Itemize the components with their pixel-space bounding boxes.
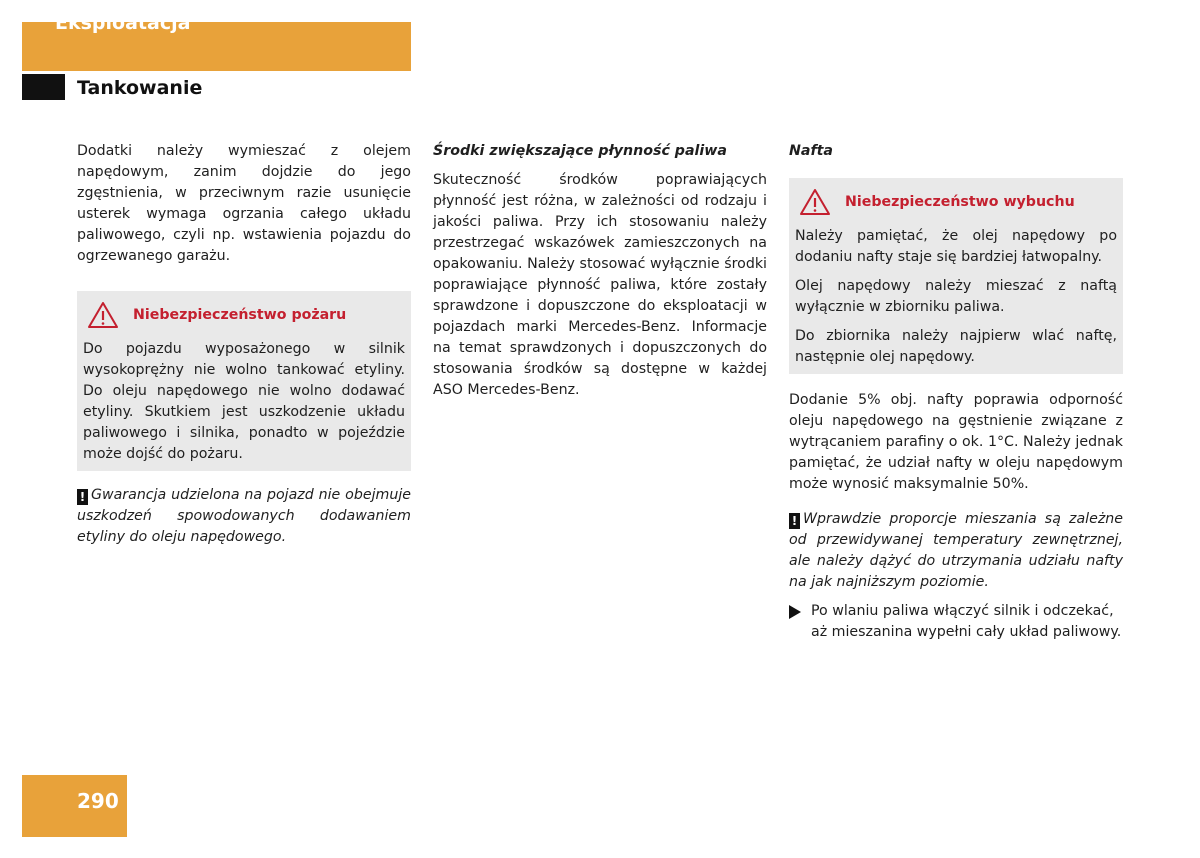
section-title: Eksploatacja	[55, 12, 191, 34]
exclamation-icon: !	[77, 489, 88, 505]
note-text: Wprawdzie proporcje mieszania są zależne od przewidywanej temperatury zewnętrznej, ale należy dążyć do utrzymania udziału nafty na jak najniższym poziomie.	[789, 511, 1123, 590]
page-number-box	[22, 775, 127, 837]
subsection-marker	[22, 74, 65, 100]
intro-paragraph: Dodatki należy wymieszać z olejem napędowym, zanim dojdzie do jego zgęstnienia, w przeciwnym razie usunięcie usterek wymaga ogrzania całego układu paliwowego, czyli np. wstawienia pojazdu do ogrzewanego garażu.	[77, 143, 411, 264]
subsection-title: Tankowanie	[77, 77, 203, 99]
warning-paragraph-3: Do zbiornika należy najpierw wlać naftę, następnie olej napędowy.	[795, 328, 1117, 365]
body-paragraph: Skuteczność środków poprawiających płynność jest różna, w zależności od rodzaju i jakości paliwa. Przy ich stosowaniu należy przestrzegać wskazówek zamieszczonych na opakowaniu. Należy stosować wyłącznie środki poprawiające płynność paliwa, które zostały sprawdzone i dopuszczone do eksploatacji w pojazdach marki Mercedes-Benz. Informacje na temat sprawdzonych i dopuszczonych do stosowania środków są dostępne w każdej ASO Mercedes-Benz.	[433, 172, 767, 398]
warning-header	[83, 291, 405, 339]
explosion-warning-box	[789, 178, 1123, 374]
step-text: Po wlaniu paliwa włączyć silnik i odczekać, aż mieszanina wypełni cały układ paliwowy.	[811, 603, 1122, 640]
proportion-note	[789, 509, 1123, 593]
exclamation-icon: !	[789, 513, 800, 529]
column-2	[433, 141, 767, 401]
column-3	[789, 141, 1123, 643]
note-text: Gwarancja udzielona na pojazd nie obejmuje uszkodzeń spowodowanych dodawaniem etyliny do oleju napędowego.	[77, 487, 411, 545]
warranty-note	[77, 485, 411, 548]
column-1	[77, 141, 411, 548]
section-heading: Środki zwiększające płynność paliwa	[433, 143, 727, 159]
warning-triangle-icon	[799, 188, 831, 216]
arrow-right-icon	[789, 601, 811, 643]
fire-warning-box	[77, 291, 411, 471]
page-number: 290	[77, 789, 119, 813]
warning-title: Niebezpieczeństwo pożaru	[133, 306, 347, 323]
warning-triangle-icon	[87, 301, 119, 329]
warning-paragraph-2: Olej napędowy należy mieszać z naftą wyłącznie w zbiorniku paliwa.	[795, 278, 1117, 315]
instruction-step	[789, 601, 1123, 643]
body-paragraph: Dodanie 5% obj. nafty poprawia odporność oleju napędowego na gęstnienie związane z wytrącaniem parafiny o ok. 1°C. Należy jednak pamiętać, że udział nafty w oleju napędowym może wynosić maksymalnie 50%.	[789, 392, 1123, 492]
warning-title: Niebezpieczeństwo wybuchu	[845, 193, 1075, 210]
warning-header	[795, 178, 1117, 226]
section-heading: Nafta	[789, 143, 833, 159]
warning-paragraph-1: Należy pamiętać, że olej napędowy po dodaniu nafty staje się bardziej łatwopalny.	[795, 228, 1117, 265]
warning-text: Do pojazdu wyposażonego w silnik wysokoprężny nie wolno tankować etyliny. Do oleju napędowego nie wolno dodawać etyliny. Skutkiem jest uszkodzenie układu paliwowego i silnika, ponadto w pojeździe może dojść do pożaru.	[83, 341, 405, 462]
